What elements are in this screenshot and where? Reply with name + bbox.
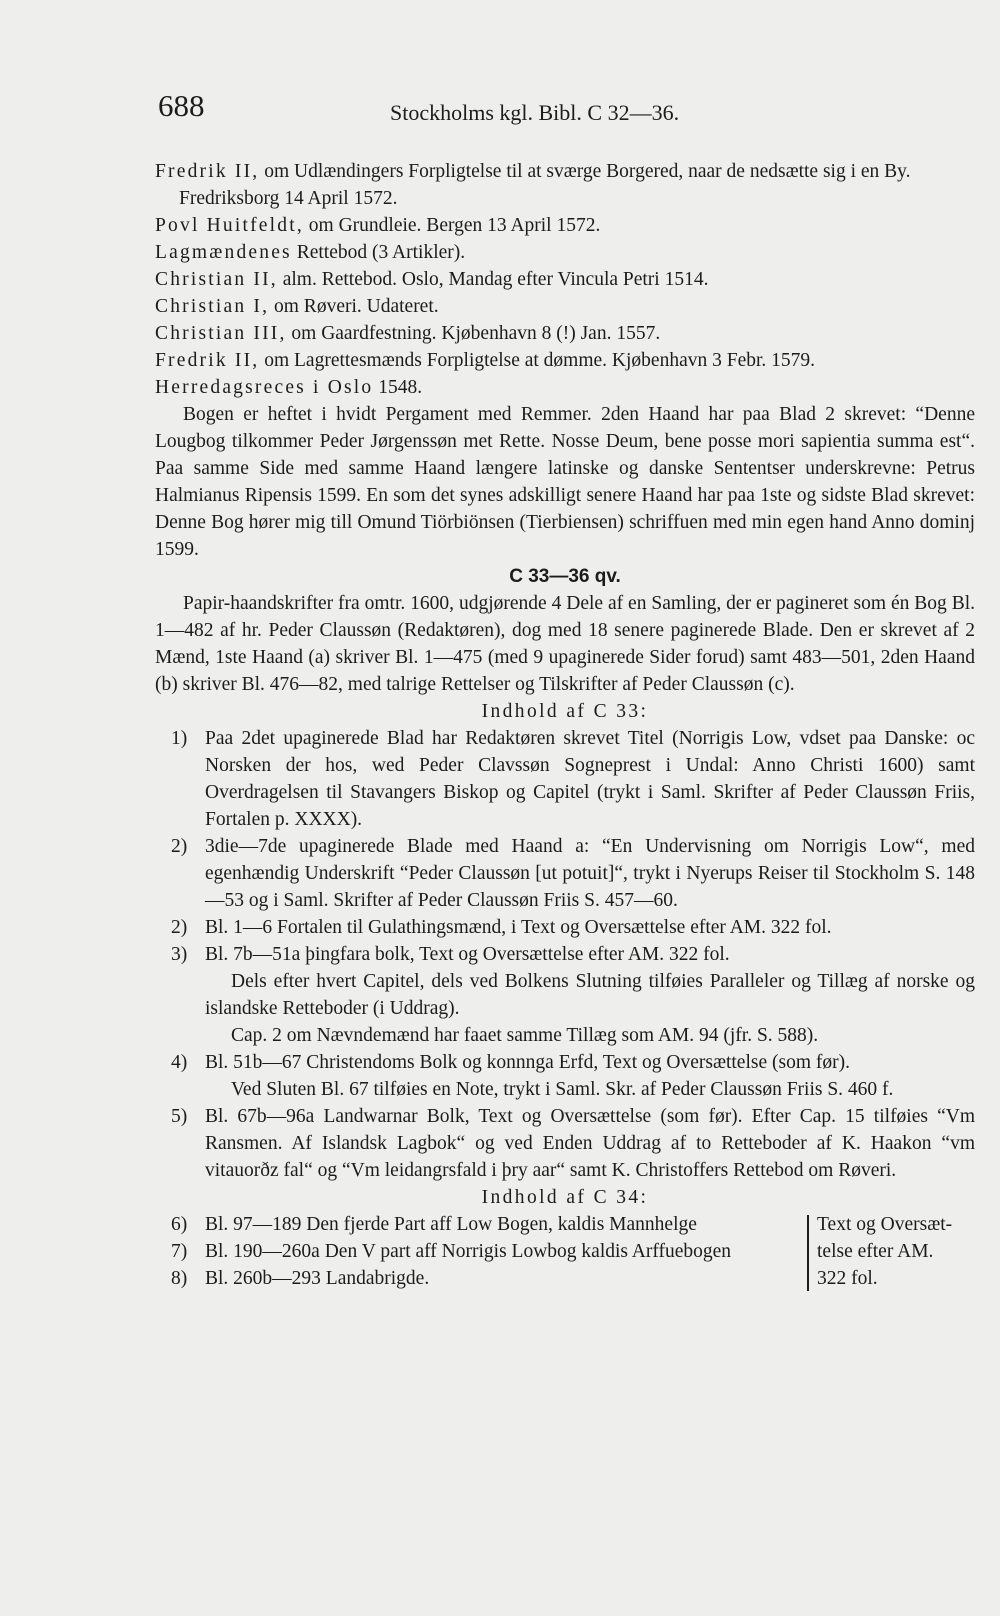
contents-item <box>155 1022 975 1049</box>
item-number: 8) <box>171 1268 188 1289</box>
contents-item <box>155 1103 975 1184</box>
running-title: Stockholms kgl. Bibl. C 32—36. <box>390 100 680 125</box>
item-number: 4) <box>171 1052 188 1073</box>
description-paragraph: Papir-haandskrifter fra omtr. 1600, udgjørende 4 Dele af en Samling, der er pagineret som én Bog Bl. 1—482 af hr. Peder Claussøn (Redaktøren), dog med 18 senere paginerede Blade. Den er skrevet af 2 Mænd, 1ste Haand (a) skriver Bl. 1—475 (med 9 upaginerede Sider forud) samt 483—501, 2den Haand (b) skriver Bl. 476—82, med talrige Rettelser og Tilskrifter af Peder Claussøn (c). <box>155 593 975 695</box>
item-text: Bl. 7b—51a þingfara bolk, Text og Oversættelse efter AM. 322 fol. <box>205 944 730 965</box>
contents-item <box>155 1238 731 1265</box>
entry: Christian III, om Gaardfestning. Kjøbenhavn 8 (!) Jan. 1557. <box>155 323 661 344</box>
item-number: 5) <box>171 1106 188 1127</box>
entry: Lagmændenes Rettebod (3 Artikler). <box>155 242 466 263</box>
contents-item <box>155 725 975 833</box>
item-text: Paa 2det upaginerede Blad har Redaktøren skrevet Titel (Norrigis Low, vdset paa Danske: oc Norsken der hos, wed Peder Clavssøn Sogneprest i Undal: Anno Christi 1600) samt Overdragelsen til Stavangers Biskop og Capitel (trykt i Saml. Skrifter af Peder Claussøn Friis, Fortalen p. XXXX). <box>205 728 975 830</box>
item-number: 7) <box>171 1241 188 1262</box>
contents-item <box>155 1049 975 1076</box>
entry: Povl Huitfeldt, om Grundleie. Bergen 13 April 1572. <box>155 215 601 236</box>
item-text: Bl. 1—6 Fortalen til Gulathingsmænd, i Text og Oversættelse efter AM. 322 fol. <box>205 917 832 938</box>
entry: Christian II, alm. Rettebod. Oslo, Mandag efter Vincula Petri 1514. <box>155 269 709 290</box>
contents-34-heading: Indhold af C 34: <box>481 1187 649 1208</box>
brace-note: telse efter AM. <box>817 1241 934 1262</box>
entry: Fredrik II, om Udlændingers Forpligtelse til at sværge Borgered, naar de nedsætte sig i en By. Fredriksborg 14 April 1572. <box>155 161 911 209</box>
brace-note: 322 fol. <box>817 1268 878 1289</box>
contents-item <box>155 1265 429 1292</box>
brace-note: Text og Oversæt- <box>817 1214 953 1235</box>
item-text: Ved Sluten Bl. 67 tilføies en Note, trykt i Saml. Skr. af Peder Claussøn Friis S. 460 f. <box>231 1079 894 1100</box>
item-text: Bl. 51b—67 Christendoms Bolk og konnnga Erfd, Text og Oversættelse (som før). <box>205 1052 850 1073</box>
contents-item <box>155 941 975 968</box>
contents-item <box>155 1076 975 1103</box>
contents-item <box>155 833 975 914</box>
entry: Herredagsreces i Oslo 1548. <box>155 377 423 398</box>
item-number: 1) <box>171 728 188 749</box>
item-text: Bl. 97—189 Den fjerde Part aff Low Bogen, kaldis Mannhelge <box>205 1214 697 1235</box>
contents-item <box>155 1211 697 1238</box>
contents-item <box>155 968 975 1022</box>
item-number: 3) <box>171 944 188 965</box>
binding-paragraph: Bogen er heftet i hvidt Pergament med Remmer. 2den Haand har paa Blad 2 skrevet: “Denne Lougbog tilkommer Peder Jørgenssøn met Rette. Nosse Deum, bene posse mori sapientia summa est“. Paa samme Side med samme Haand længere latinske og danske Sententser underskrevne: Petrus Halmianus Ripensis 1599. En som det synes adskilligt senere Haand har paa 1ste og sidste Blad skrevet: Denne Bog hører mig till Omund Tiörbiönsen (Tierbiensen) schriffuen med min egen hand Anno dominj 1599. <box>155 404 975 560</box>
section-heading: C 33—36 qv. <box>509 566 621 587</box>
entry: Christian I, om Røveri. Udateret. <box>155 296 439 317</box>
entry: Fredrik II, om Lagrettesmænds Forpligtelse at dømme. Kjøbenhavn 3 Febr. 1579. <box>155 350 816 371</box>
item-text: Cap. 2 om Nævndemænd har faaet samme Tillæg som AM. 94 (jfr. S. 588). <box>231 1025 819 1046</box>
page-number: 688 <box>158 88 205 123</box>
item-number: 2) <box>171 836 188 857</box>
intro-entries <box>155 158 975 1295</box>
item-text: Dels efter hvert Capitel, dels ved Bolkens Slutning tilføies Paralleler og Tillæg af norske og islandske Retteboder (i Uddrag). <box>205 971 975 1019</box>
item-text: Bl. 67b—96a Landwarnar Bolk, Text og Oversættelse (som før). Efter Cap. 15 tilføies “Vm Ransmen. Af Islandsk Lagbok“ og ved Enden Uddrag af to Retteboder af K. Haakon “vm vitauorðz fal“ og “Vm leidangrsfald i þry aar“ samt K. Christoffers Rettebod om Røveri. <box>205 1106 975 1181</box>
item-text: Bl. 260b—293 Landabrigde. <box>205 1268 430 1289</box>
contents-33-heading: Indhold af C 33: <box>481 701 649 722</box>
contents-34-list <box>155 1211 975 1295</box>
item-text: 3die—7de upaginerede Blade med Haand a: “En Undervisning om Norrigis Low“, med egenhændig Underskrift “Peder Claussøn [ut potuit]“, trykt i Nyerups Reiser til Stockholm S. 148—53 og i Saml. Skrifter af Peder Claussøn Friis S. 457—60. <box>205 836 975 911</box>
item-text: Bl. 190—260a Den V part aff Norrigis Lowbog kaldis Arffuebogen <box>205 1241 732 1262</box>
item-number: 6) <box>171 1214 188 1235</box>
contents-item <box>155 914 975 941</box>
contents-33-list <box>155 725 975 1184</box>
item-number: 2) <box>171 917 188 938</box>
